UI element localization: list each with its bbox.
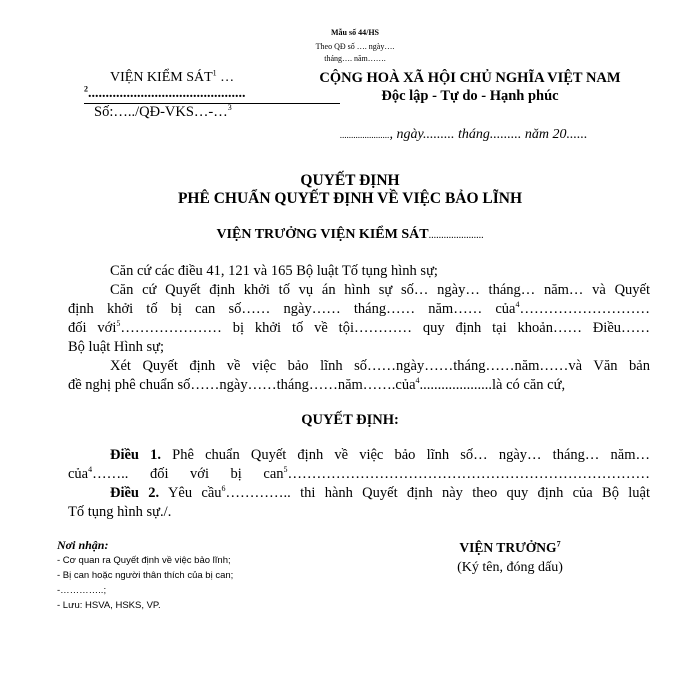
basis-paragraph-3-line-1: Xét Quyết định về việc bảo lĩnh số……ngày……tháng……năm……và Văn bản — [110, 358, 650, 374]
recipients-title: Nơi nhận: — [57, 538, 109, 552]
basis-p2-l3-text: đối với — [68, 320, 117, 336]
footnote-4: 4 — [515, 300, 520, 310]
procuracy-name — [110, 70, 234, 86]
form-code: Mẫu số 44/HS — [330, 28, 379, 37]
decision-heading: QUYẾT ĐỊNH: — [301, 412, 399, 428]
authority-dots: ...................... — [428, 230, 484, 241]
basis-paragraph-1: Căn cứ các điều 41, 121 và 165 Bộ luật Tố tụng hình sự; — [110, 263, 438, 279]
nation-motto: Độc lập - Tự do - Hạnh phúc — [381, 88, 559, 104]
subunit-dots: ............................................. — [88, 86, 246, 101]
recipients-block — [57, 538, 233, 613]
recipient-item: - Bị can hoặc người thân thích của bị can; — [57, 570, 234, 581]
basis-paragraph-2-line-1: Căn cứ Quyết định khởi tố vụ án hình sự số… ngày… tháng… năm… và Quyết — [110, 282, 650, 298]
date-place-dots: ...................... — [340, 130, 390, 140]
footnote-7: 7 — [556, 539, 561, 549]
article-1-text: Phê chuẩn Quyết định về việc bảo lĩnh số… ngày… tháng… năm… — [161, 447, 650, 463]
recipient-item: - Lưu: HSVA, HSKS, VP. — [57, 600, 161, 611]
footnote-4c: 4 — [88, 465, 93, 475]
article-2-text: ………….. thi hành Quyết định này theo quy định của Bộ luật — [225, 485, 651, 501]
article-1-accused: …….. đối với bị can — [92, 466, 284, 482]
basis-p2-l3-rest: ………………… bị khởi tố về tội………… quy định tại khoản…… Điều…… — [120, 320, 650, 336]
document-subtitle: PHÊ CHUẨN QUYẾT ĐỊNH VỀ VIỆC BẢO LĨNH — [177, 190, 523, 207]
article-1-line-1 — [68, 446, 650, 465]
form-reference-2: tháng…. năm……. — [324, 54, 386, 63]
article-1-of: của — [68, 466, 89, 482]
basis-paragraph-2-line-3 — [68, 319, 650, 338]
document-title: QUYẾT ĐỊNH — [300, 172, 400, 189]
procuracy-name-suffix: … — [216, 70, 235, 85]
signature-title-text: VIỆN TRƯỞNG — [459, 540, 557, 555]
article-2-request: Yêu cầu — [159, 485, 222, 501]
legal-basis — [68, 262, 650, 395]
footnote-3: 3 — [227, 103, 232, 113]
basis-p2-l2-text: định khởi tố bị can số…… ngày…… tháng…… năm…… của — [68, 301, 516, 317]
date-line — [340, 127, 587, 143]
footnote-4b: 4 — [415, 376, 420, 386]
basis-p3-l2-text: đề nghị phê chuẩn số……ngày……tháng……năm…….của — [68, 377, 416, 393]
recipient-item: -…………..; — [57, 585, 107, 596]
article-2-line-1 — [68, 484, 650, 503]
article-1-dots: ………………………………………………………………… — [287, 466, 650, 482]
basis-paragraph-3-line-2 — [68, 376, 650, 395]
footnote-2: 2 — [84, 84, 88, 94]
footnote-5: 5 — [116, 319, 121, 329]
article-1-line-2 — [68, 465, 650, 484]
recipient-item: - Cơ quan ra Quyết định về việc bảo lĩnh; — [57, 555, 231, 566]
procuracy-subunit — [84, 86, 246, 102]
basis-p3-l2-rest: ....................là có căn cứ, — [419, 377, 566, 393]
article-2-label: Điều 2. — [110, 485, 160, 501]
articles — [68, 446, 650, 522]
signature-title — [400, 540, 620, 556]
date-text: , ngày......... tháng......... năm 20...... — [389, 127, 588, 142]
procuracy-name-text: VIỆN KIỂM SÁT — [110, 70, 213, 85]
issuing-authority — [0, 227, 700, 243]
article-1-label: Điều 1. — [110, 447, 162, 463]
basis-paragraph-2-line-2 — [68, 300, 650, 319]
article-2-line-2: Tố tụng hình sự./. — [68, 504, 172, 520]
decision-number-text: Số:…../QĐ-VKS…-… — [94, 104, 228, 120]
basis-p2-l2-dots: ……………………… — [519, 301, 650, 317]
nation-title: CỘNG HOÀ XÃ HỘI CHỦ NGHĨA VIỆT NAM — [319, 70, 621, 86]
form-reference: Theo QĐ số …. ngày…. — [315, 42, 395, 51]
footnote-5b: 5 — [283, 465, 288, 475]
authority-text: VIỆN TRƯỞNG VIỆN KIỂM SÁT — [216, 227, 429, 242]
decision-number — [94, 104, 232, 121]
footnote-6: 6 — [221, 484, 226, 494]
basis-paragraph-2-line-4: Bộ luật Hình sự; — [68, 339, 165, 355]
footnote-1: 1 — [212, 68, 217, 78]
signature-note: (Ký tên, đóng dấu) — [457, 560, 563, 575]
